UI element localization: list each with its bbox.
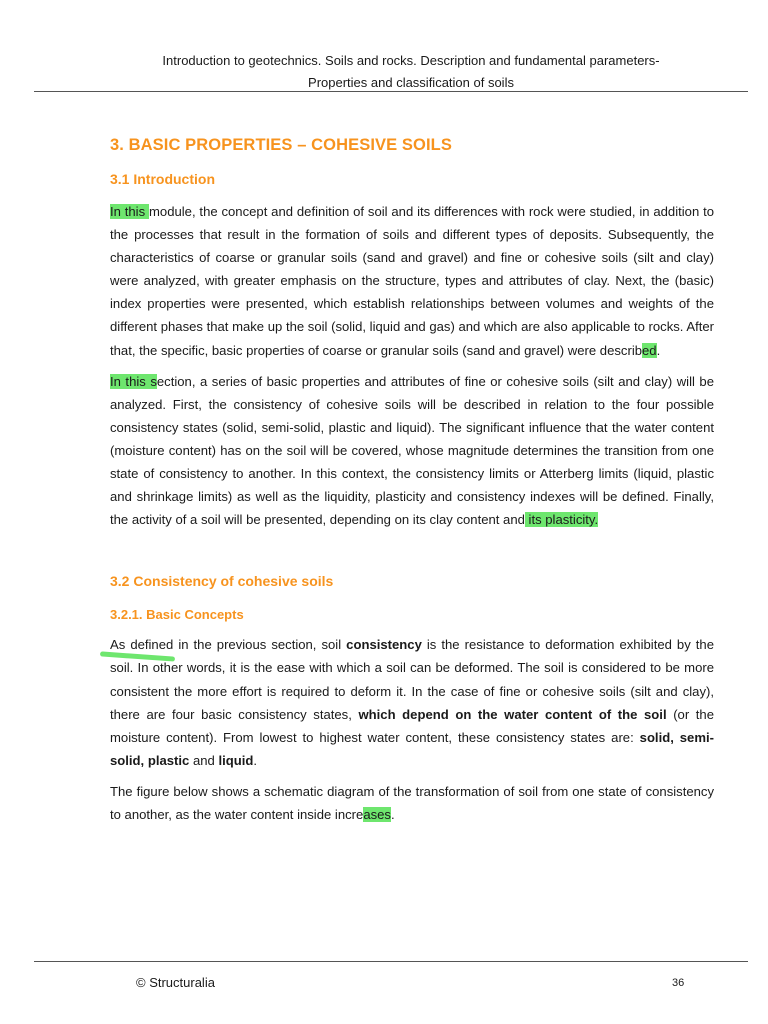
text-run: . bbox=[390, 806, 395, 822]
highlight: its plasticity. bbox=[524, 512, 599, 528]
highlight: ases bbox=[363, 806, 391, 822]
text-run: The figure below shows a schematic diagram of the transformation of soil from one state of consistency to another, as the water content inside incre bbox=[110, 783, 714, 822]
text-run: . bbox=[656, 342, 661, 358]
text-run: in the previous section, soil bbox=[173, 637, 347, 653]
consistency-paragraph-1 bbox=[110, 633, 714, 772]
footer-copyright: © Structuralia bbox=[136, 975, 215, 990]
footer-divider bbox=[34, 961, 748, 962]
highlight: In this s bbox=[110, 373, 157, 389]
bold-run: which depend on the water content of the soil bbox=[358, 706, 667, 722]
intro-heading: 3.1 Introduction bbox=[110, 171, 215, 187]
header-divider bbox=[34, 91, 748, 92]
header-line-2: Properties and classification of soils bbox=[308, 75, 514, 90]
text-run: . bbox=[253, 752, 257, 768]
basic-concepts-heading: 3.2.1. Basic Concepts bbox=[110, 607, 244, 623]
consistency-heading: 3.2 Consistency of cohesive soils bbox=[110, 573, 334, 590]
text-run: is the resistance to deformation exhibited by the soil. In other words, it is the ease with which a soil can be deformed. The soil is considered to be more consistent the more effort is required to deform it. In the case of fine or cohesive soils (silt and clay), there are four basic consistency states, bbox=[110, 637, 714, 722]
ink-highlight bbox=[110, 637, 173, 652]
intro-paragraph-1 bbox=[110, 200, 714, 362]
header-line-1: Introduction to geotechnics. Soils and rocks. Description and fundamental parameters- bbox=[162, 53, 660, 68]
page-number: 36 bbox=[672, 977, 685, 989]
bold-run: consistency bbox=[346, 637, 422, 653]
highlight: ed bbox=[642, 342, 657, 358]
text-run: module, the concept and definition of soil and its differences with rock were studied, in addition to the processes that result in the formation of soils and different types of deposits. Subsequently, the characteristics of coarse or granular soils (sand and gravel) and fine or cohesive soils (silt and clay) were analyzed, with greater emphasis on the structure, types and attributes of clay. Next, the (basic) index properties were presented, which establish relationships between volumes and weights of the different phases that make up the soil (solid, liquid and gas) and which are also applicable to rocks. After that, the specific, basic properties of coarse or granular soils (sand and gravel) were describ bbox=[110, 204, 715, 358]
bold-run: solid, semi-solid, plastic bbox=[110, 729, 714, 768]
text-run: and bbox=[189, 752, 219, 768]
text-run: As defined bbox=[110, 637, 174, 653]
section-title: 3. BASIC PROPERTIES – COHESIVE SOILS bbox=[110, 136, 452, 154]
intro-paragraph-2 bbox=[110, 370, 714, 532]
page-content bbox=[110, 136, 714, 834]
text-run: ection, a series of basic properties and attributes of fine or cohesive soils (silt and clay) will be analyzed. First, the consistency of cohesive soils will be described in relation to the four possible consistency states (solid, semi-solid, plastic and liquid). The significant influence that the water content (moisture content) has on the soil will be covered, whose magnitude determines the transition from one state of consistency to another. In this context, the consistency limits or Atterberg limits (liquid, plastic and shrinkage limits) as well as the liquidity, plasticity and consistency indexes will be defined. Finally, the activity of a soil will be presented, depending on its clay content and bbox=[110, 373, 714, 528]
consistency-paragraph-2 bbox=[110, 780, 714, 826]
highlight: In this bbox=[110, 204, 149, 219]
bold-run: liquid bbox=[218, 752, 254, 768]
page-header bbox=[34, 50, 748, 94]
text-run: (or the moisture content). From lowest to highest water content, these consistency states are: bbox=[110, 706, 714, 745]
